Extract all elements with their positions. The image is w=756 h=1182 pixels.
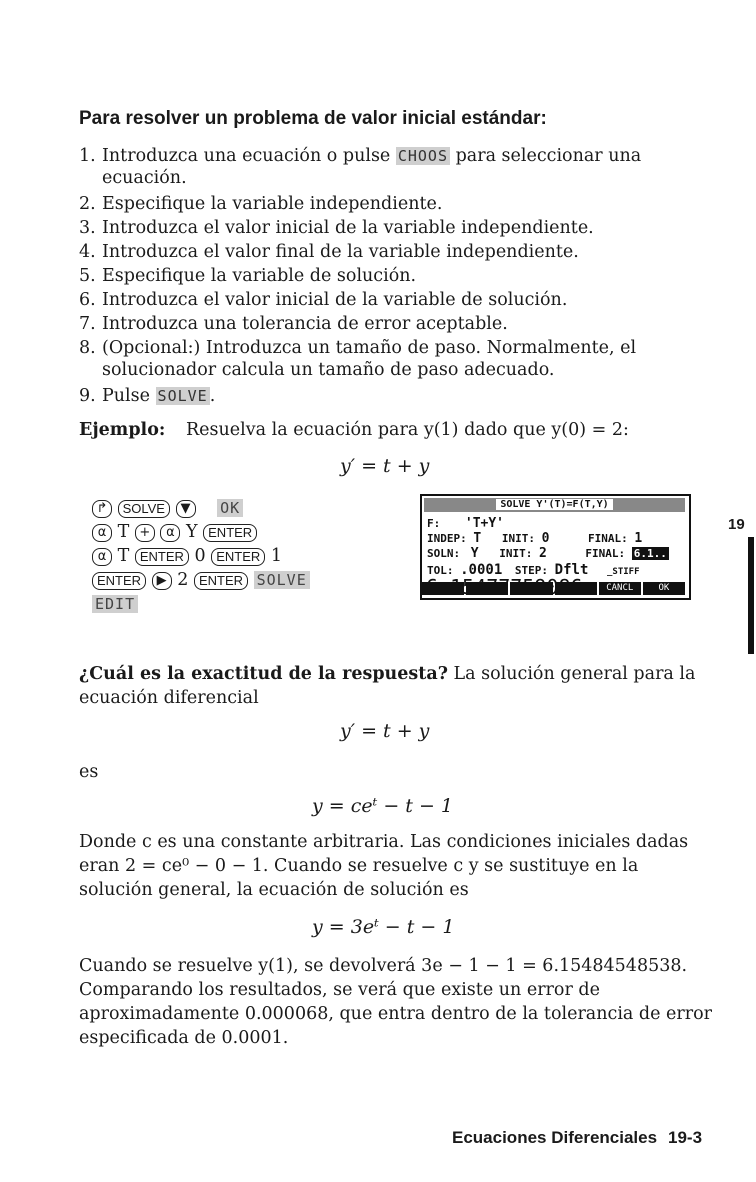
step-6 — [79, 288, 567, 312]
step-text: Introduzca el valor inicial de la variable independiente. — [102, 218, 594, 238]
step-7 — [79, 312, 508, 336]
plus-key-icon: + — [135, 524, 155, 542]
equation-general: y = ceᵗ − t − 1 — [312, 795, 454, 817]
calc-title: SOLVE Y'(T)=F(T,Y) — [496, 499, 612, 510]
step-number: 3. — [79, 218, 96, 238]
calc-title-bar — [424, 498, 685, 512]
calc-menu-item — [510, 582, 552, 595]
enter-key: ENTER — [92, 572, 146, 590]
step-4 — [79, 240, 579, 264]
enter-key: ENTER — [211, 548, 265, 566]
step-text: Introduzca una tolerancia de error aceptable. — [102, 314, 508, 334]
step-text: Pulse — [102, 386, 156, 406]
edit-softkey: EDIT — [92, 595, 138, 613]
step-text: Especifique la variable independiente. — [102, 194, 443, 214]
chapter-tab: 19 — [728, 516, 745, 533]
key-t: T — [117, 546, 130, 566]
calc-indep-value: T — [473, 531, 482, 546]
step-number: 7. — [79, 314, 96, 334]
calc-soln-init: 2 — [538, 546, 547, 561]
paragraph-line: Comparando los resultados, se verá que existe un error de — [79, 980, 600, 1000]
step-text: Introduzca el valor inicial de la variable de solución. — [102, 290, 568, 310]
calc-indep-label: INDEP: — [427, 532, 467, 545]
step-number: 4. — [79, 242, 96, 262]
step-1-cont: ecuación. — [102, 168, 187, 188]
calc-stiff-checkbox: _STIFF — [607, 567, 640, 577]
step-text: Introduzca una ecuación o pulse — [102, 146, 396, 166]
accuracy-text-2: ecuación diferencial — [79, 688, 259, 708]
key-zero: 0 — [194, 546, 206, 566]
calc-final-label: FINAL: — [588, 532, 628, 545]
alpha-key-icon: α — [160, 524, 180, 542]
enter-key: ENTER — [194, 572, 248, 590]
step-number: 9. — [79, 386, 96, 406]
step-1 — [79, 144, 641, 168]
accuracy-question: ¿Cuál es la exactitud de la respuesta? — [79, 664, 448, 684]
key-y: Y — [186, 522, 198, 542]
keystroke-line-5 — [92, 592, 138, 616]
key-one: 1 — [270, 546, 282, 566]
calc-soln-value: Y — [470, 546, 479, 561]
equation-diff: y′ = t + y — [340, 720, 430, 742]
calc-menu-ok: OK — [643, 582, 685, 595]
footer-section: Ecuaciones Diferenciales — [452, 1128, 658, 1147]
calc-indep-init: 0 — [541, 531, 550, 546]
calc-soln-final: 6.1.. — [633, 547, 667, 560]
step-8-cont: solucionador calcula un tamaño de paso adecuado. — [102, 360, 555, 380]
calc-init-label: INIT: — [499, 547, 533, 560]
calc-menu-bar — [422, 582, 685, 595]
enter-key: ENTER — [135, 548, 189, 566]
calc-f-label: F: — [427, 517, 441, 530]
step-2 — [79, 192, 442, 216]
right-arrow-key-icon: ▶ — [152, 572, 172, 590]
alpha-key-icon: α — [92, 524, 112, 542]
keystroke-line-3 — [92, 544, 282, 568]
es-label: es — [79, 762, 99, 782]
paragraph-line: especificada de 0.0001. — [79, 1028, 289, 1048]
key-t: T — [117, 522, 130, 542]
step-number: 2. — [79, 194, 96, 214]
calc-menu-item — [555, 582, 597, 595]
paragraph-line: eran 2 = ce⁰ − 0 − 1. Cuando se resuelve c y se sustituye en la — [79, 856, 639, 876]
step-number: 6. — [79, 290, 96, 310]
calc-indep-final: 1 — [634, 531, 643, 546]
calc-row-soln — [427, 546, 669, 561]
calc-tol-label: TOL: — [427, 564, 454, 577]
key-two: 2 — [177, 570, 189, 590]
step-5 — [79, 264, 416, 288]
step-number: 5. — [79, 266, 96, 286]
calc-init-label: INIT: — [501, 532, 535, 545]
alpha-key-icon: α — [92, 548, 112, 566]
page-number: 19-3 — [668, 1128, 703, 1147]
ok-softkey: OK — [217, 499, 243, 517]
step-text: Introduzca el valor final de la variable independiente. — [102, 242, 579, 262]
step-number: 8. — [79, 338, 96, 358]
enter-key: ENTER — [203, 524, 257, 542]
solve-menu-key: SOLVE — [157, 387, 208, 405]
step-text: . — [209, 386, 216, 406]
example-equation: y′ = t + y — [340, 455, 430, 477]
accuracy-text: La solución general para la — [447, 664, 696, 684]
solve-softkey: SOLVE — [254, 571, 310, 589]
step-text: Especifique la variable de solución. — [102, 266, 417, 286]
paragraph-line: solución general, la ecuación de solución es — [79, 880, 469, 900]
down-arrow-key-icon: ▼ — [176, 500, 196, 518]
step-8 — [79, 336, 636, 360]
calc-step-value: Dflt — [554, 562, 589, 578]
paragraph-line: Cuando se resuelve y(1), se devolverá 3e − 1 − 1 = 6.15484548538. — [79, 956, 688, 976]
keystroke-line-2 — [92, 520, 257, 544]
calc-soln-label: SOLN: — [427, 547, 461, 560]
paragraph-line: Donde c es una constante arbitraria. Las condiciones iniciales dadas — [79, 832, 689, 852]
equation-particular: y = 3eᵗ − t − 1 — [312, 916, 455, 938]
paragraph-line: aproximadamente 0.000068, que entra dentro de la tolerancia de error — [79, 1004, 713, 1024]
calc-row-indep — [427, 531, 642, 546]
step-text: (Opcional:) Introduzca un tamaño de paso. Normalmente, el — [102, 338, 637, 358]
step-text: para seleccionar una — [450, 146, 642, 166]
calc-menu-item — [422, 582, 464, 595]
calc-step-label: STEP: — [514, 564, 549, 577]
keystroke-line-4 — [92, 568, 310, 592]
choos-menu-key: CHOOS — [397, 147, 448, 165]
chapter-tab-bar — [748, 537, 754, 654]
section-heading: Para resolver un problema de valor inicial estándar: — [79, 108, 547, 129]
calc-row-f — [427, 516, 504, 531]
step-9 — [79, 384, 215, 408]
calc-menu-item — [466, 582, 508, 595]
calc-tol-value: .0001 — [460, 562, 503, 578]
example-text: Resuelva la ecuación para y(1) dado que y(0) = 2: — [186, 420, 629, 440]
step-3 — [79, 216, 594, 240]
step-number: 1. — [79, 146, 96, 166]
solve-key: SOLVE — [118, 500, 170, 518]
calc-menu-cancel: CANCL — [599, 582, 641, 595]
keystroke-line-1 — [92, 496, 243, 520]
example-label: Ejemplo: — [79, 420, 166, 440]
calc-final-label: FINAL: — [585, 547, 626, 560]
calc-f-value: 'T+Y' — [464, 516, 505, 531]
accuracy-paragraph — [79, 662, 695, 686]
right-shift-key-icon: ↱ — [92, 500, 112, 518]
